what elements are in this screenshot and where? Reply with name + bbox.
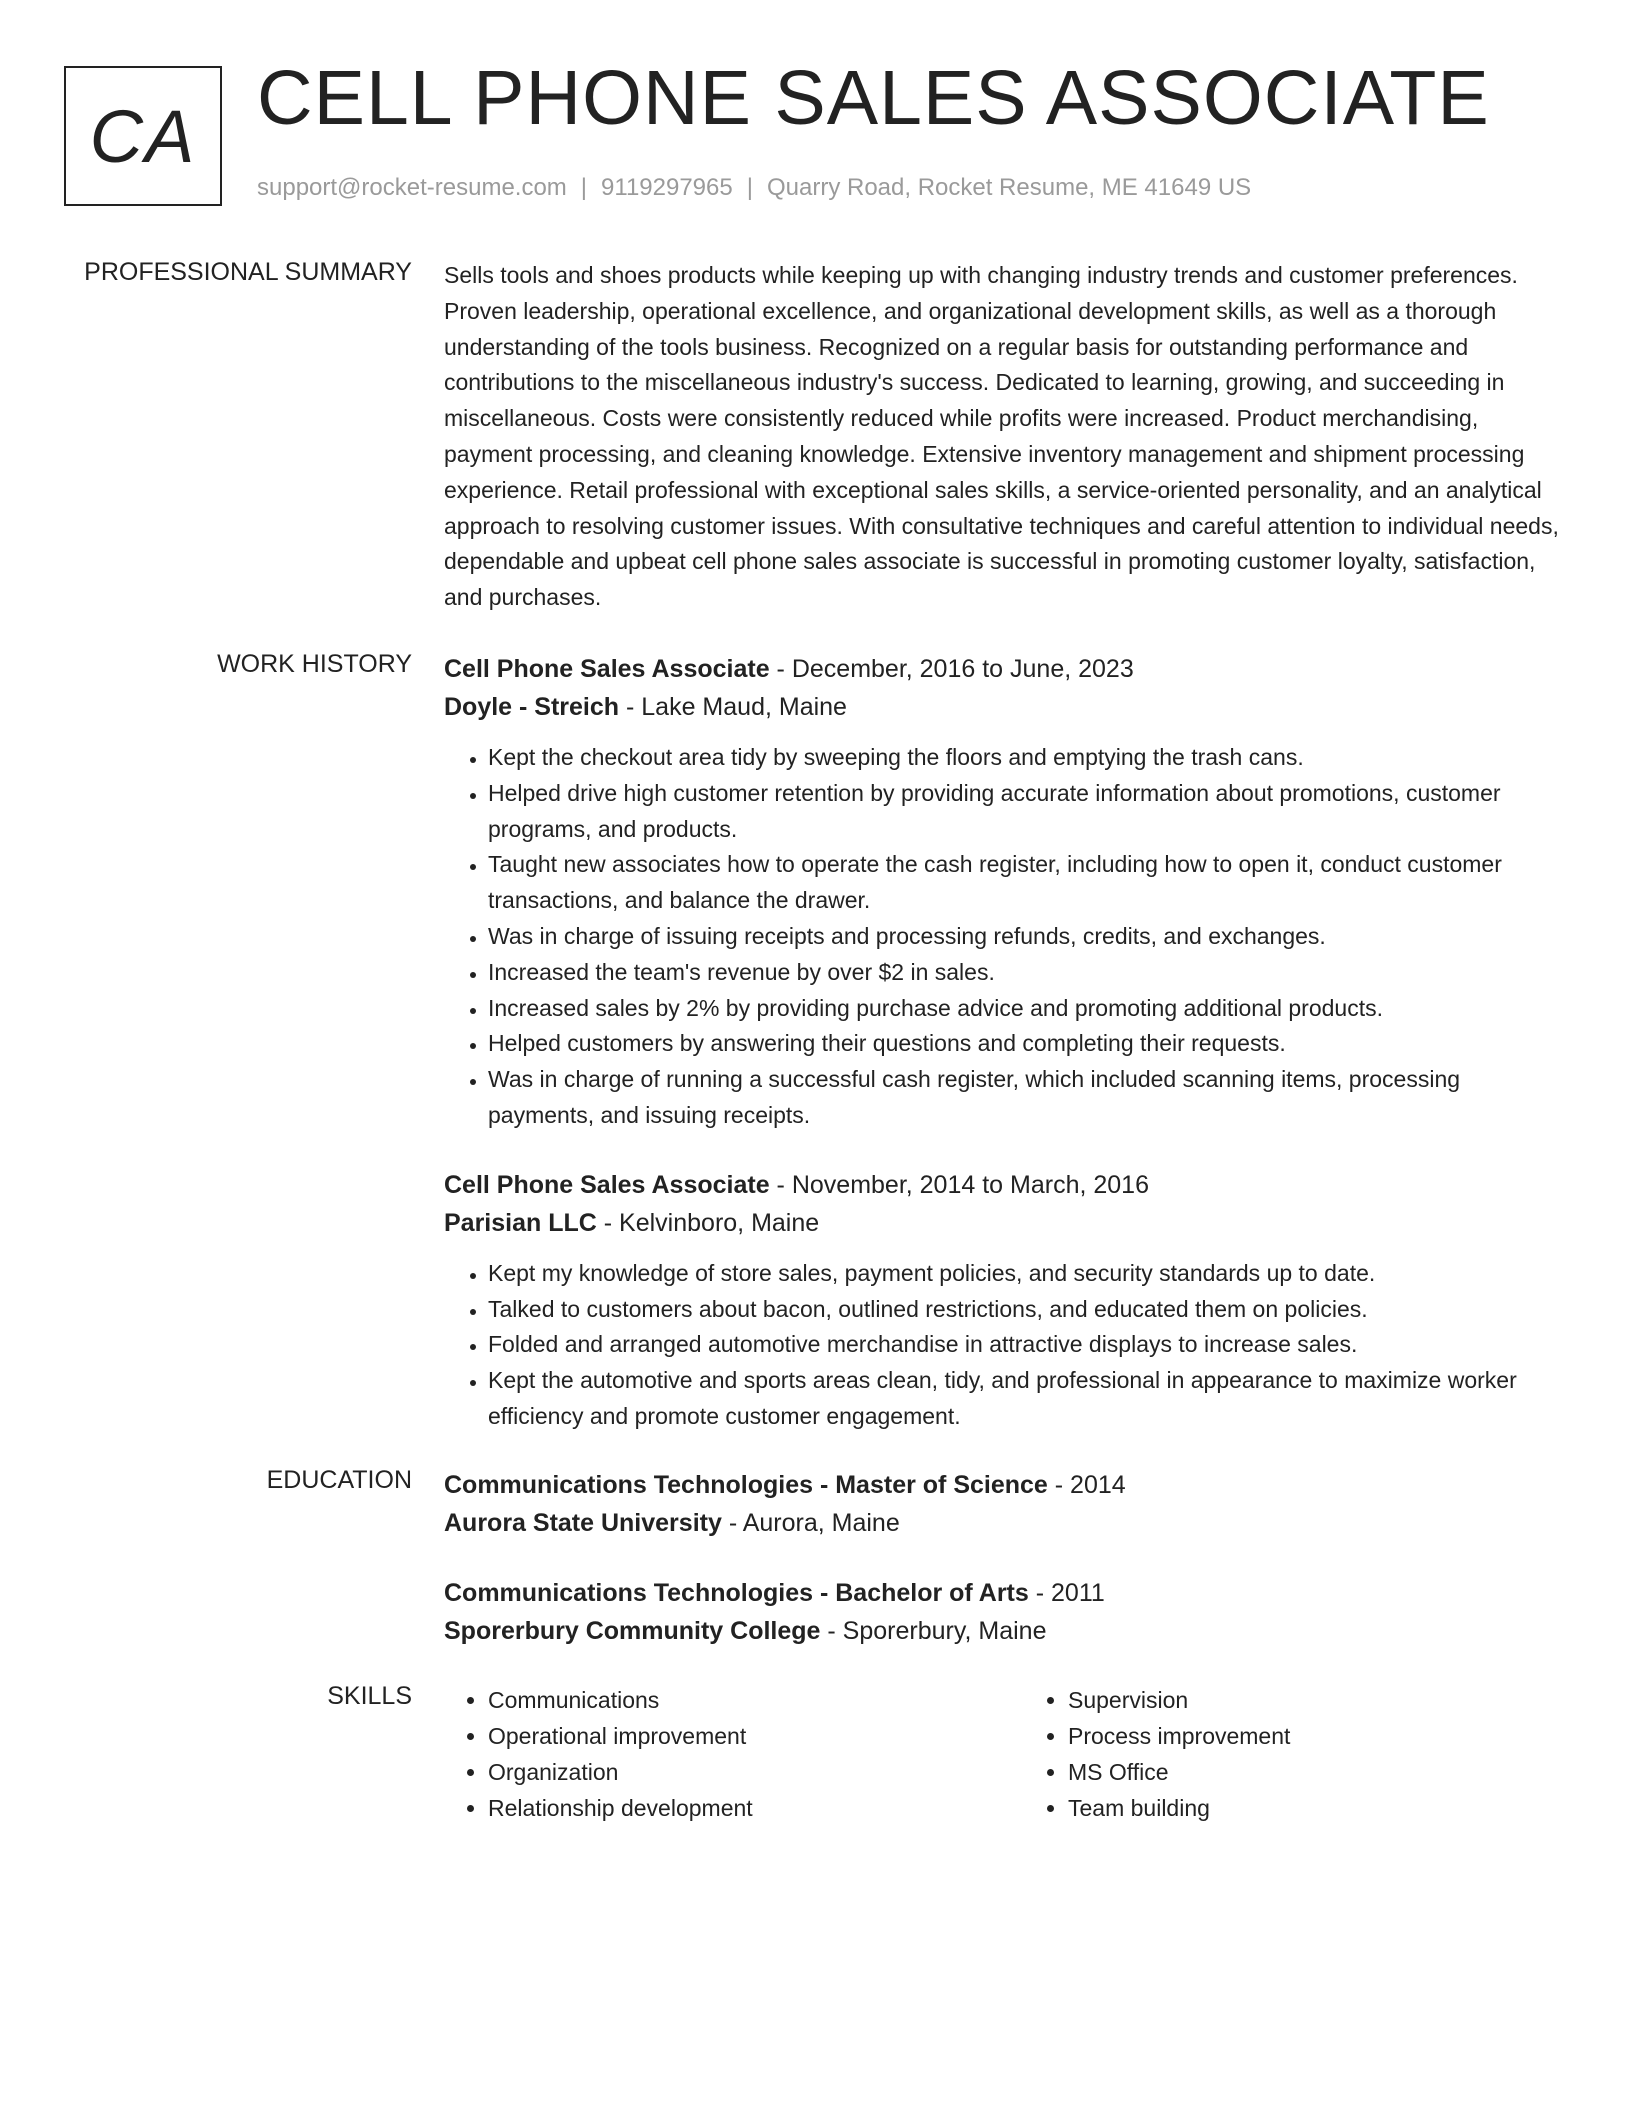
job-bullet: • Was in charge of issuing receipts and processing refunds, credits, and exchanges.	[488, 919, 1560, 955]
job-title: Cell Phone Sales Associate	[444, 1170, 770, 1199]
skill-item: • MS Office	[1068, 1754, 1560, 1790]
job-location: - Kelvinboro, Maine	[596, 1208, 820, 1237]
job-bullet: • Helped customers by answering their questions and completing their requests.	[488, 1026, 1560, 1062]
job-title-line	[444, 1166, 1560, 1204]
candidate-name: CELL PHONE SALES ASSOCIATE	[257, 55, 1490, 141]
contact-line	[257, 174, 1251, 202]
summary-body	[444, 258, 1560, 616]
degree-year: - 2014	[1047, 1471, 1126, 1499]
skill-item: • Relationship development	[488, 1790, 980, 1826]
job-title-line	[444, 650, 1560, 688]
summary-text: Sells tools and shoes products while keeping up with changing industry trends and customer preferences. Proven leadership, operational excellence, and organizational development skills, as well as a thorough understanding of the tools business. Recognized on a regular basis for outstanding performance and contributions to the miscellaneous industry's success. Dedicated to learning, growing, and succeeding in miscellaneous. Costs were consistently reduced while profits were increased. Product merchandising, payment processing, and cleaning knowledge. Extensive inventory management and shipment processing experience. Retail professional with exceptional sales skills, a service-oriented personality, and an analytical approach to resolving customer issues. With consultative techniques and careful attention to individual needs, dependable and upbeat cell phone sales associate is successful in promoting customer loyalty, satisfaction, and purchases.	[444, 262, 1559, 611]
job-bullets	[444, 740, 1560, 1134]
section-label-education: EDUCATION	[266, 1466, 412, 1494]
school: Aurora State University	[444, 1509, 722, 1537]
job-location: - Lake Maud, Maine	[619, 693, 847, 721]
education-entry	[444, 1574, 1560, 1650]
job-company-line	[444, 1204, 1560, 1242]
job-company: Parisian LLC	[444, 1208, 597, 1237]
skills-list-left	[444, 1682, 980, 1826]
school-line	[444, 1504, 1560, 1542]
education-body	[444, 1466, 1560, 1650]
skill-item: • Supervision	[1068, 1682, 1560, 1718]
school-location: - Aurora, Maine	[721, 1509, 900, 1537]
job-entry	[444, 650, 1560, 1134]
degree: Communications Technologies - Bachelor of Arts	[444, 1579, 1029, 1607]
skill-item: • Team building	[1068, 1790, 1560, 1826]
job-dates: - December, 2016 to June, 2023	[769, 655, 1134, 683]
job-title: Cell Phone Sales Associate	[444, 655, 770, 683]
job-dates: - November, 2014 to March, 2016	[769, 1170, 1149, 1199]
job-company-line	[444, 688, 1560, 726]
job-bullet: • Increased sales by 2% by providing purchase advice and promoting additional products.	[488, 991, 1560, 1027]
school-line	[444, 1612, 1560, 1650]
monogram-initials: CA	[89, 94, 197, 178]
job-entry	[444, 1166, 1560, 1435]
job-bullet: • Helped drive high customer retention by providing accurate information about promotions, customer programs, and products.	[488, 776, 1560, 848]
job-bullet: • Was in charge of running a successful cash register, which included scanning items, processing payments, and issuing receipts.	[488, 1062, 1560, 1134]
skill-item: • Communications	[488, 1682, 980, 1718]
contact-address: Quarry Road, Rocket Resume, ME 41649 US	[766, 174, 1252, 201]
job-bullets	[444, 1256, 1560, 1435]
section-label-work: WORK HISTORY	[217, 650, 412, 678]
skill-item: • Operational improvement	[488, 1718, 980, 1754]
skills-body	[444, 1682, 1560, 1826]
job-bullet: • Talked to customers about bacon, outlined restrictions, and educated them on policies.	[488, 1292, 1560, 1328]
contact-phone: 9119297965	[601, 174, 733, 201]
contact-separator: |	[580, 174, 588, 201]
degree: Communications Technologies - Master of Science	[444, 1471, 1048, 1499]
skills-list-right	[1024, 1682, 1560, 1826]
skills-columns	[444, 1682, 1560, 1826]
skill-item: • Process improvement	[1068, 1718, 1560, 1754]
education-entry	[444, 1466, 1560, 1542]
job-bullet: • Taught new associates how to operate the cash register, including how to open it, conduct customer transactions, and balance the drawer.	[488, 847, 1560, 919]
contact-email: support@rocket-resume.com	[257, 174, 567, 201]
work-body	[444, 650, 1560, 1435]
job-bullet: • Increased the team's revenue by over $2 in sales.	[488, 955, 1560, 991]
degree-line	[444, 1574, 1560, 1612]
job-bullet: • Kept the automotive and sports areas clean, tidy, and professional in appearance to maximize worker efficiency and promote customer engagement.	[488, 1363, 1560, 1435]
skill-item: • Organization	[488, 1754, 980, 1790]
degree-year: - 2011	[1028, 1579, 1105, 1607]
job-bullet: • Folded and arranged automotive merchandise in attractive displays to increase sales.	[488, 1327, 1560, 1363]
job-bullet: • Kept my knowledge of store sales, payment policies, and security standards up to date.	[488, 1256, 1560, 1292]
degree-line	[444, 1466, 1560, 1504]
school-location: - Sporerbury, Maine	[820, 1617, 1047, 1645]
section-label-summary: PROFESSIONAL SUMMARY	[84, 258, 412, 286]
monogram-box	[64, 66, 222, 206]
section-label-skills: SKILLS	[327, 1682, 412, 1710]
school: Sporerbury Community College	[444, 1617, 821, 1645]
job-bullet: • Kept the checkout area tidy by sweeping the floors and emptying the trash cans.	[488, 740, 1560, 776]
contact-separator: |	[746, 174, 753, 201]
job-company: Doyle - Streich	[444, 693, 620, 721]
